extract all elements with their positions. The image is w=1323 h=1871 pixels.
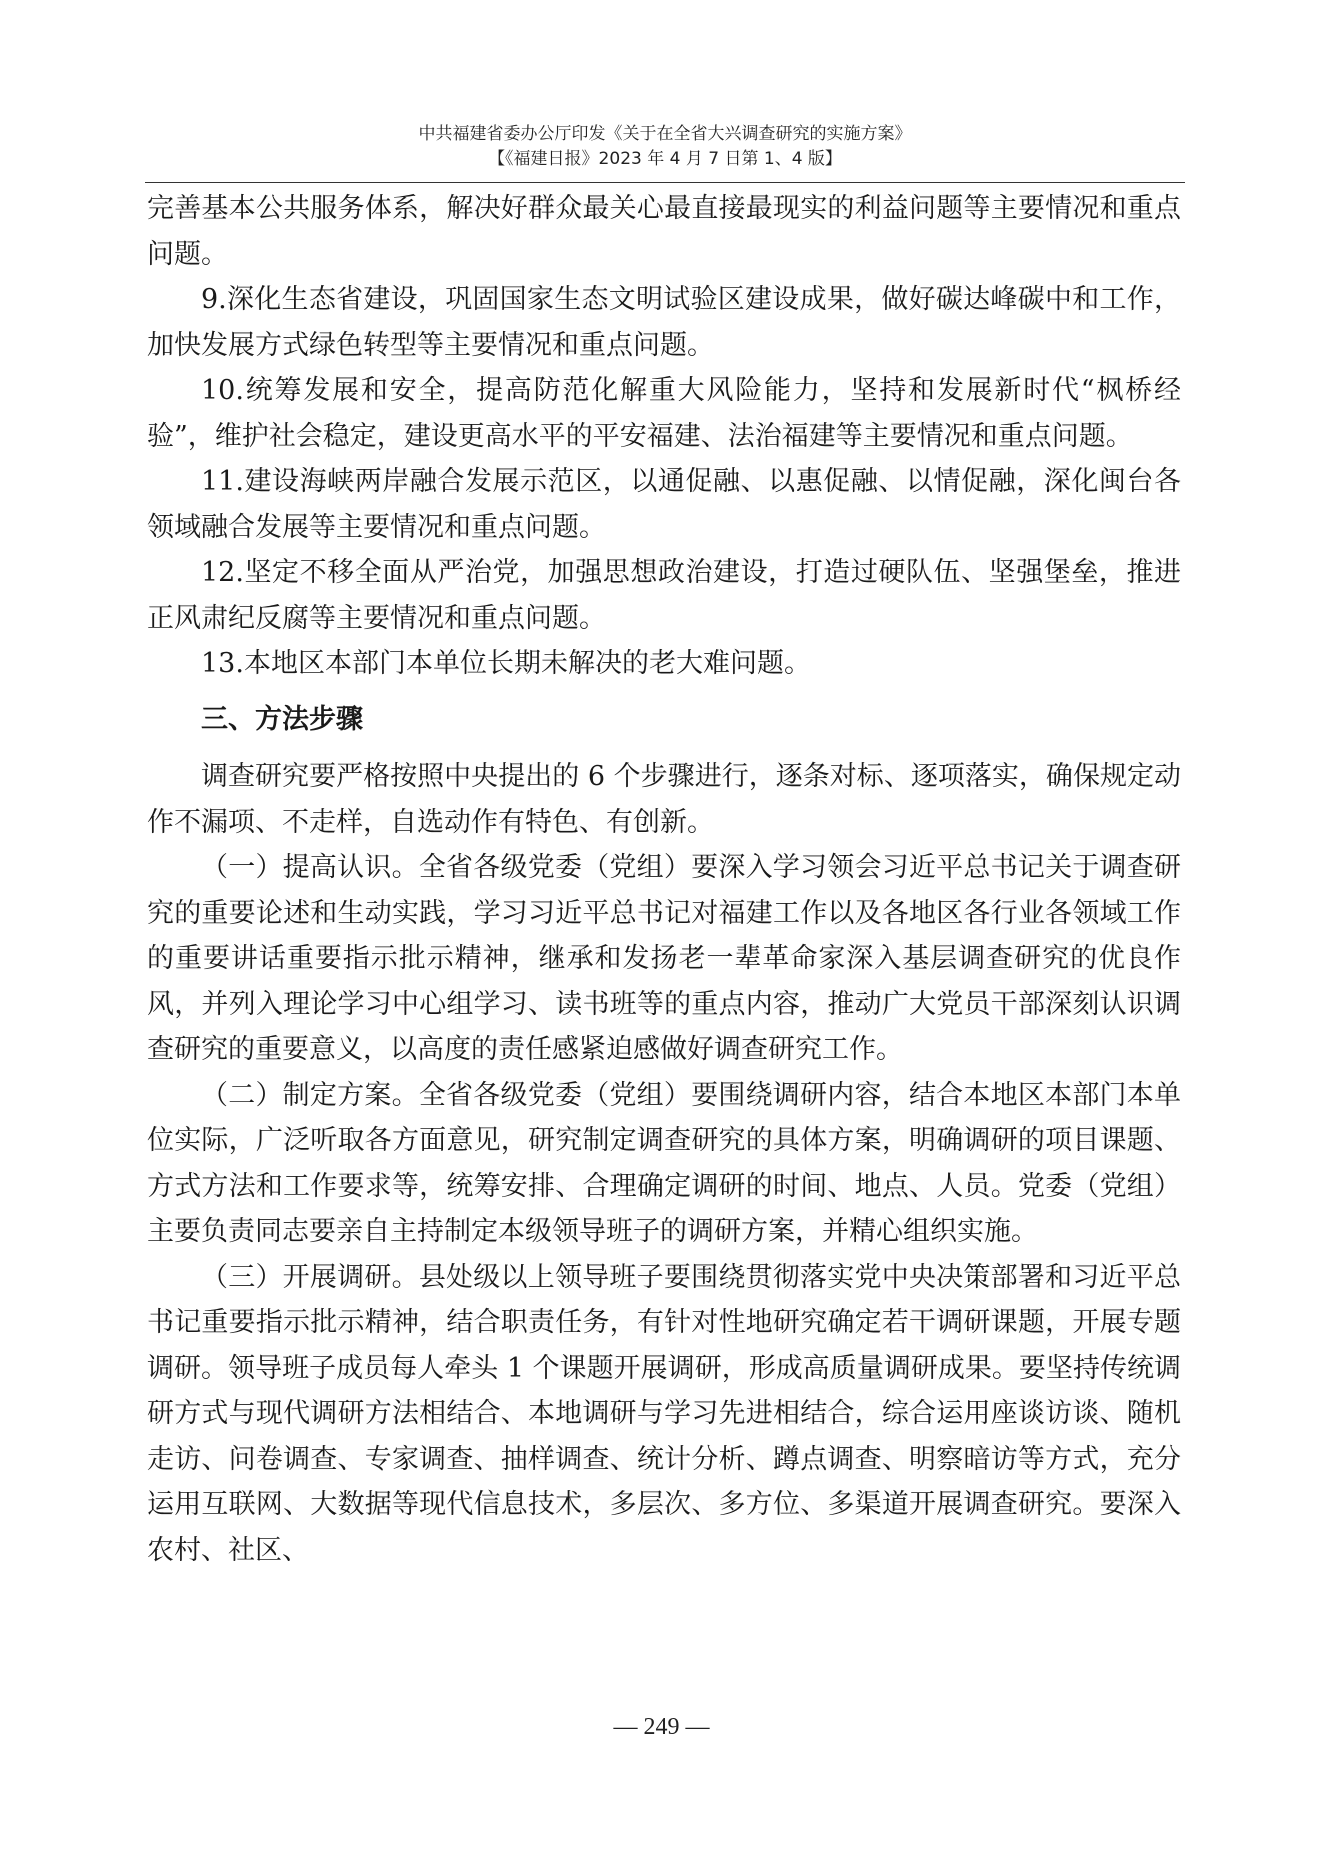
document-body — [147, 186, 1181, 1573]
paragraph-item-13: 13.本地区本部门本单位长期未解决的老大难问题。 — [201, 648, 811, 679]
paragraph-item-9: 9.深化生态省建设，巩固国家生态文明试验区建设成果，做好碳达峰碳中和工作，加快发展方式绿色转型等主要情况和重点问题。 — [147, 284, 1181, 361]
paragraph-step-1: （一）提高认识。全省各级党委（党组）要深入学习领会习近平总书记关于调查研究的重要论述和生动实践，学习习近平总书记对福建工作以及各地区各行业各领域工作的重要讲话重要指示批示精神，继承和发扬老一辈革命家深入基层调查研究的优良作风，并列入理论学习中心组学习、读书班等的重点内容，推动广大党员干部深刻认识调查研究的重要意义，以高度的责任感紧迫感做好调查研究工作。 — [147, 852, 1181, 1065]
paragraph-intro: 调查研究要严格按照中央提出的 6 个步骤进行，逐条对标、逐项落实，确保规定动作不漏项、不走样，自选动作有特色、有创新。 — [147, 761, 1181, 838]
section-heading: 三、方法步骤 — [201, 703, 363, 735]
header-source: 【《福建日报》2023 年 4 月 7 日第 1、4 版】 — [488, 149, 842, 169]
paragraph-item-12: 12.坚定不移全面从严治党，加强思想政治建设，打造过硬队伍、坚强堡垒，推进正风肃纪反腐等主要情况和重点问题。 — [147, 557, 1181, 634]
paragraph: 完善基本公共服务体系，解决好群众最关心最直接最现实的利益问题等主要情况和重点问题。 — [147, 193, 1181, 270]
header-title: 中共福建省委办公厅印发《关于在全省大兴调查研究的实施方案》 — [418, 124, 912, 144]
paragraph-item-11: 11.建设海峡两岸融合发展示范区，以通促融、以惠促融、以情促融，深化闽台各领域融合发展等主要情况和重点问题。 — [147, 466, 1181, 543]
paragraph-item-10: 10.统筹发展和安全，提高防范化解重大风险能力，坚持和发展新时代“枫桥经验”，维护社会稳定，建设更高水平的平安福建、法治福建等主要情况和重点问题。 — [147, 375, 1181, 452]
header-rule — [145, 182, 1185, 183]
page-number: — 249 — — [613, 1714, 710, 1740]
paragraph-step-3: （三）开展调研。县处级以上领导班子要围绕贯彻落实党中央决策部署和习近平总书记重要指示批示精神，结合职责任务，有针对性地研究确定若干调研课题，开展专题调研。领导班子成员每人牵头 1 个课题开展调研，形成高质量调研成果。要坚持传统调研方式与现代调研方法相结合、本地调研与学习先进相结合，综合运用座谈访谈、随机走访、问卷调查、专家调查、抽样调查、统计分析、蹲点调查、明察暗访等方式，充分运用互联网、大数据等现代信息技术，多层次、多方位、多渠道开展调查研究。要深入农村、社区、 — [147, 1261, 1181, 1566]
running-header — [145, 122, 1185, 172]
paragraph-step-2: （二）制定方案。全省各级党委（党组）要围绕调研内容，结合本地区本部门本单位实际，广泛听取各方面意见，研究制定调查研究的具体方案，明确调研的项目课题、方式方法和工作要求等，统筹安排、合理确定调研的时间、地点、人员。党委（党组）主要负责同志要亲自主持制定本级领导班子的调研方案，并精心组织实施。 — [147, 1079, 1181, 1247]
